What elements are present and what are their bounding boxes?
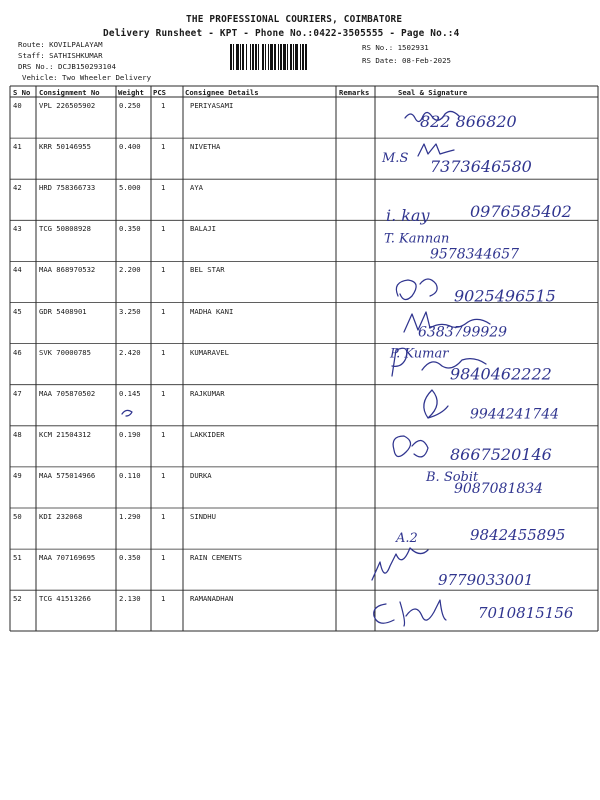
cell-weight: 1.290 — [119, 512, 141, 521]
cell-pcs: 1 — [161, 388, 166, 398]
cell-pcs: 1 — [161, 306, 166, 316]
column-header-signature: Seal & Signature — [398, 88, 468, 97]
signature-scribble — [372, 548, 428, 580]
cell-sno: 52 — [13, 594, 22, 604]
cell-consignee: DURKA — [190, 470, 212, 480]
signature-scribble — [396, 279, 437, 300]
cell-sno: 46 — [13, 347, 22, 357]
cell-sno: 47 — [13, 388, 22, 398]
handwritten-phone-number: 9025496515 — [454, 286, 556, 306]
cell-pcs: 1 — [161, 347, 166, 357]
route-label: Route: KOVILPALAYAM — [18, 40, 103, 49]
cell-consignee: RAMANADHAN — [190, 594, 234, 604]
cell-pcs: 1 — [161, 553, 166, 563]
cell-consignment: KCM 21504312 — [39, 429, 91, 439]
cell-sno: 49 — [13, 470, 22, 480]
handwritten-phone-number: 9842455895 — [470, 526, 566, 544]
cell-consignee: RAIN CEMENTS — [190, 553, 242, 563]
cell-consignee: LAKKIDER — [190, 429, 225, 439]
handwritten-signature-name: A.2 — [396, 531, 418, 546]
cell-sno: 50 — [13, 512, 22, 521]
cell-sno: 42 — [13, 183, 22, 193]
signature-scribble — [424, 390, 448, 418]
column-header-consignee: Consignee Details — [185, 88, 259, 97]
cell-weight: 0.350 — [119, 553, 141, 563]
cell-consignment: MAA 707169695 — [39, 553, 96, 563]
cell-consignment: KDI 232068 — [39, 512, 83, 521]
handwritten-phone-number: 8667520146 — [450, 444, 552, 464]
cell-weight: 3.250 — [119, 306, 141, 316]
ink-mark — [122, 410, 132, 416]
cell-weight: 0.145 — [119, 388, 141, 398]
cell-weight: 0.190 — [119, 429, 141, 439]
handwritten-signature-name: M.S — [382, 151, 409, 167]
document-title: THE PROFESSIONAL COURIERS, COIMBATORE — [186, 14, 403, 25]
vehicle-label: Vehicle: Two Wheeler Delivery — [22, 73, 152, 82]
handwritten-phone-number: 822 866820 — [420, 112, 517, 131]
cell-consignment: MAA 575014966 — [39, 470, 96, 480]
cell-sno: 45 — [13, 306, 22, 316]
cell-consignee: PERIYASAMI — [190, 101, 234, 110]
cell-consignment: MAA 868970532 — [39, 265, 96, 275]
rs-number: RS No.: 1502931 — [362, 43, 429, 52]
staff-label: Staff: SATHISHKUMAR — [18, 51, 103, 60]
cell-weight: 5.000 — [119, 183, 141, 193]
handwritten-phone-number: 0976585402 — [470, 202, 572, 222]
cell-consignment: VPL 226505902 — [39, 101, 96, 110]
cell-weight: 2.130 — [119, 594, 141, 604]
handwritten-phone-number: 7373646580 — [430, 157, 532, 177]
column-header-pcs: PCS — [153, 88, 166, 97]
signature-scribble — [393, 436, 428, 457]
cell-pcs: 1 — [161, 265, 166, 275]
cell-pcs: 1 — [161, 101, 166, 110]
handwritten-phone-number: 9578344657 — [430, 246, 520, 263]
handwritten-phone-number: 6383799929 — [418, 324, 508, 341]
cell-pcs: 1 — [161, 142, 166, 152]
cell-consignee: RAJKUMAR — [190, 388, 225, 398]
cell-weight: 0.400 — [119, 142, 141, 152]
cell-sno: 44 — [13, 265, 22, 275]
cell-consignment: HRD 758366733 — [39, 183, 96, 193]
cell-weight: 2.420 — [119, 347, 141, 357]
column-header-weight: Weight — [118, 88, 144, 97]
handwritten-signature-name: i. kay — [386, 206, 430, 226]
cell-weight: 0.350 — [119, 224, 141, 234]
column-header-consignment: Consignment No — [39, 88, 100, 97]
cell-consignment: GDR 5408901 — [39, 306, 87, 316]
handwritten-phone-number: 9840462222 — [450, 364, 552, 384]
cell-pcs: 1 — [161, 512, 166, 521]
cell-weight: 0.250 — [119, 101, 141, 110]
cell-pcs: 1 — [161, 470, 166, 480]
cell-pcs: 1 — [161, 183, 166, 193]
cell-sno: 51 — [13, 553, 22, 563]
document-subtitle: Delivery Runsheet - KPT - Phone No.:0422-3505555 - Page No.:4 — [103, 28, 460, 39]
cell-consignment: TCG 41513266 — [39, 594, 91, 604]
handwritten-signature-name: P. Kumar — [390, 346, 449, 362]
cell-consignee: MADHA KANI — [190, 306, 234, 316]
handwritten-phone-number: 9087081834 — [454, 480, 544, 497]
cell-weight: 0.110 — [119, 470, 141, 480]
signature-scribble — [418, 144, 454, 156]
cell-consignment: MAA 705870502 — [39, 388, 96, 398]
handwritten-phone-number: 9944241744 — [470, 406, 560, 423]
handwritten-phone-number: 9779033001 — [438, 571, 534, 590]
handwritten-signature-name: B. Sobit — [426, 469, 479, 485]
handwritten-phone-number: 7010815156 — [478, 604, 574, 623]
cell-consignment: TCG 50808928 — [39, 224, 91, 234]
cell-sno: 40 — [13, 101, 22, 110]
cell-consignee: BEL STAR — [190, 265, 225, 275]
cell-pcs: 1 — [161, 224, 166, 234]
rs-date: RS Date: 08-Feb-2025 — [362, 56, 451, 65]
cell-weight: 2.200 — [119, 265, 141, 275]
cell-pcs: 1 — [161, 594, 166, 604]
cell-consignee: KUMARAVEL — [190, 347, 229, 357]
cell-consignee: AYA — [190, 183, 203, 193]
handwritten-signature-name: T. Kannan — [384, 231, 450, 247]
column-header-sno: S No — [13, 88, 31, 97]
cell-consignment: SVK 70000785 — [39, 347, 91, 357]
signature-scribble — [374, 600, 446, 626]
cell-sno: 48 — [13, 429, 22, 439]
cell-sno: 43 — [13, 224, 22, 234]
cell-consignment: KRR 50146955 — [39, 142, 91, 152]
cell-sno: 41 — [13, 142, 22, 152]
cell-consignee: BALAJI — [190, 224, 216, 234]
column-header-remarks: Remarks — [339, 88, 370, 97]
drs-number: DRS No.: DCJB150293104 — [18, 62, 116, 71]
cell-consignee: SINDHU — [190, 512, 216, 521]
cell-pcs: 1 — [161, 429, 166, 439]
cell-consignee: NIVETHA — [190, 142, 221, 152]
